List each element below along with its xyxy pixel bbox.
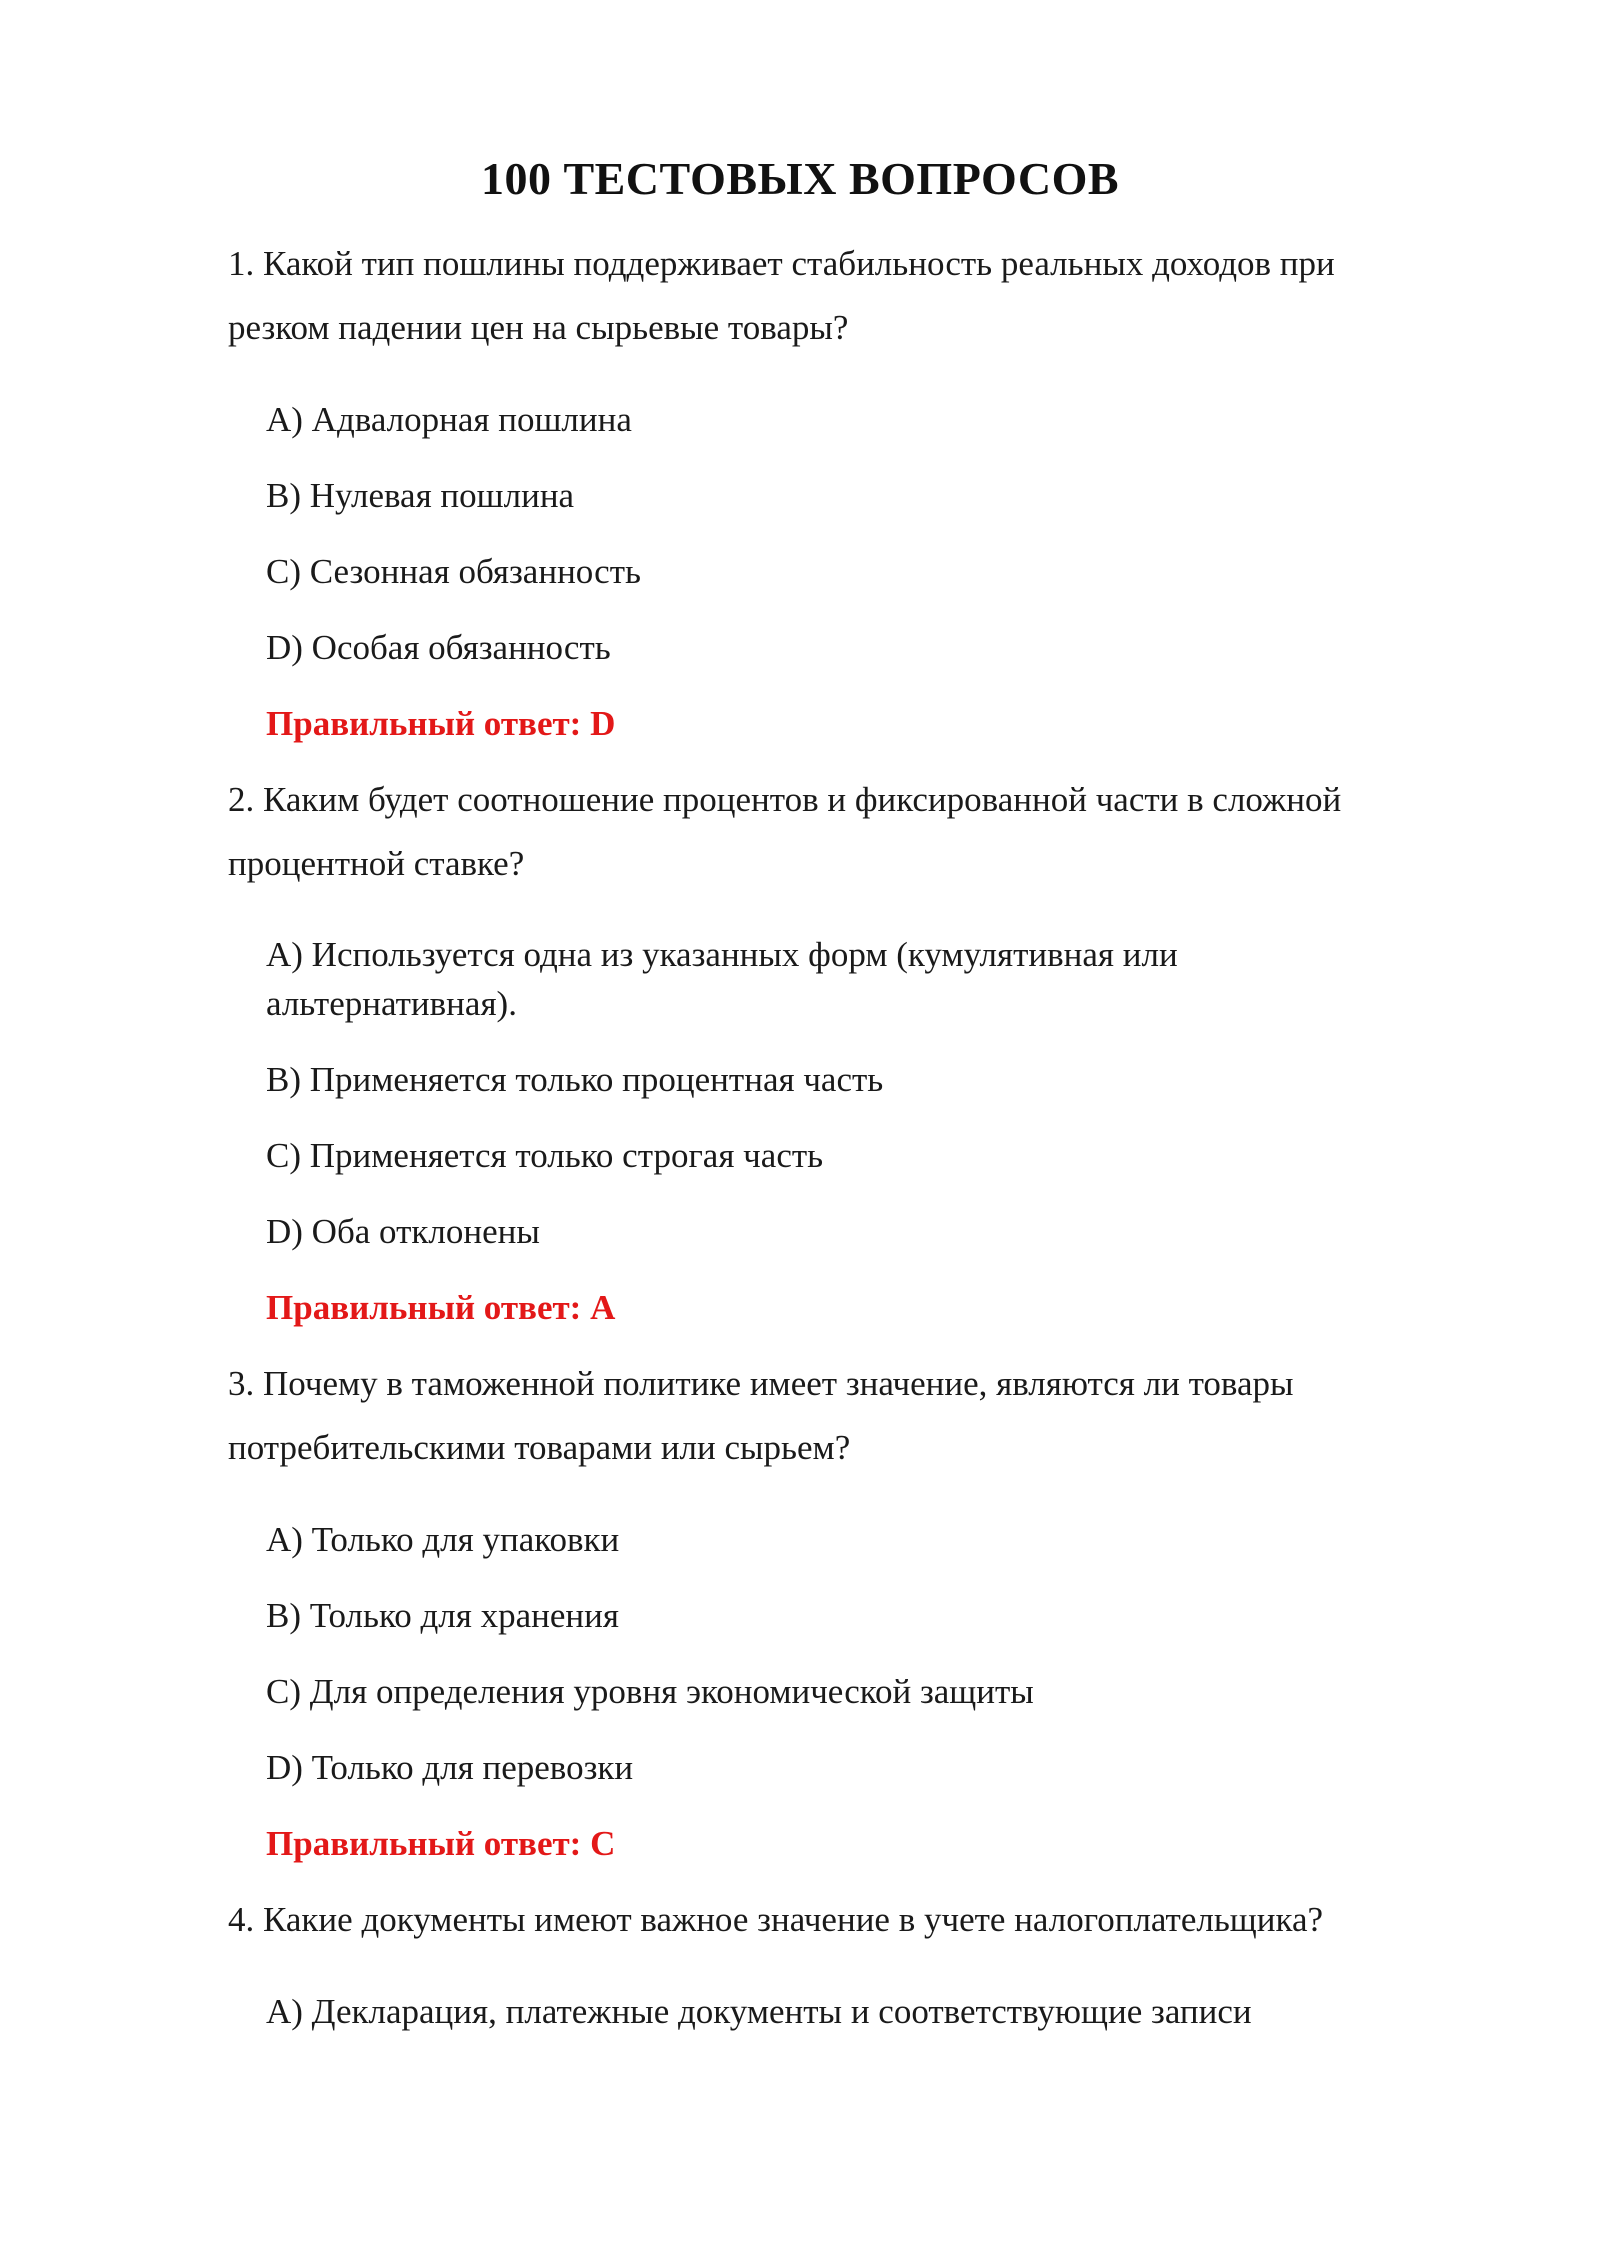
question-2-option-b: B) Применяется только процентная часть [266, 1060, 884, 1099]
question-1-text-line-2: резком падении цен на сырьевые товары? [228, 308, 849, 347]
answer-label: Правильный ответ: [266, 1824, 582, 1863]
question-2-text-line-2: процентной ставке? [228, 844, 525, 883]
question-1-option-c: C) Сезонная обязанность [266, 552, 641, 591]
question-3-option-c: C) Для определения уровня экономической защиты [266, 1672, 1034, 1711]
question-2-text-line-1: 2. Каким будет соотношение процентов и фиксированной части в сложной [228, 780, 1342, 819]
question-1-option-b: B) Нулевая пошлина [266, 476, 575, 515]
answer-label: Правильный ответ: [266, 1288, 582, 1327]
question-3-correct-answer [266, 1822, 615, 1866]
question-4-text-line-1: 4. Какие документы имеют важное значение в учете налогоплательщика? [228, 1900, 1324, 1939]
question-4-option-a: A) Декларация, платежные документы и соответствующие записи [266, 1992, 1252, 2031]
answer-letter: A [590, 1288, 616, 1327]
question-2-correct-answer [266, 1286, 615, 1330]
question-3-text-line-1: 3. Почему в таможенной политике имеет значение, являются ли товары [228, 1364, 1294, 1403]
question-2-option-d: D) Оба отклонены [266, 1212, 540, 1251]
question-1-option-a: A) Адвалорная пошлина [266, 400, 632, 439]
answer-letter: D [590, 704, 616, 743]
question-3-option-d: D) Только для перевозки [266, 1748, 634, 1787]
question-2-option-a-line-2: альтернативная). [266, 984, 517, 1023]
question-2-option-c: C) Применяется только строгая часть [266, 1136, 824, 1175]
answer-letter: C [590, 1824, 616, 1863]
question-1-correct-answer [266, 702, 615, 746]
question-3-text-line-2: потребительскими товарами или сырьем? [228, 1428, 851, 1467]
question-1-text-line-1: 1. Какой тип пошлины поддерживает стабильность реальных доходов при [228, 244, 1335, 283]
question-3-option-a: A) Только для упаковки [266, 1520, 620, 1559]
question-2-option-a-line-1: A) Используется одна из указанных форм (кумулятивная или [266, 935, 1178, 974]
question-1-option-d: D) Особая обязанность [266, 628, 611, 667]
question-3-option-b: B) Только для хранения [266, 1596, 619, 1635]
answer-label: Правильный ответ: [266, 704, 582, 743]
page-title: 100 ТЕСТОВЫХ ВОПРОСОВ [480, 153, 1120, 204]
